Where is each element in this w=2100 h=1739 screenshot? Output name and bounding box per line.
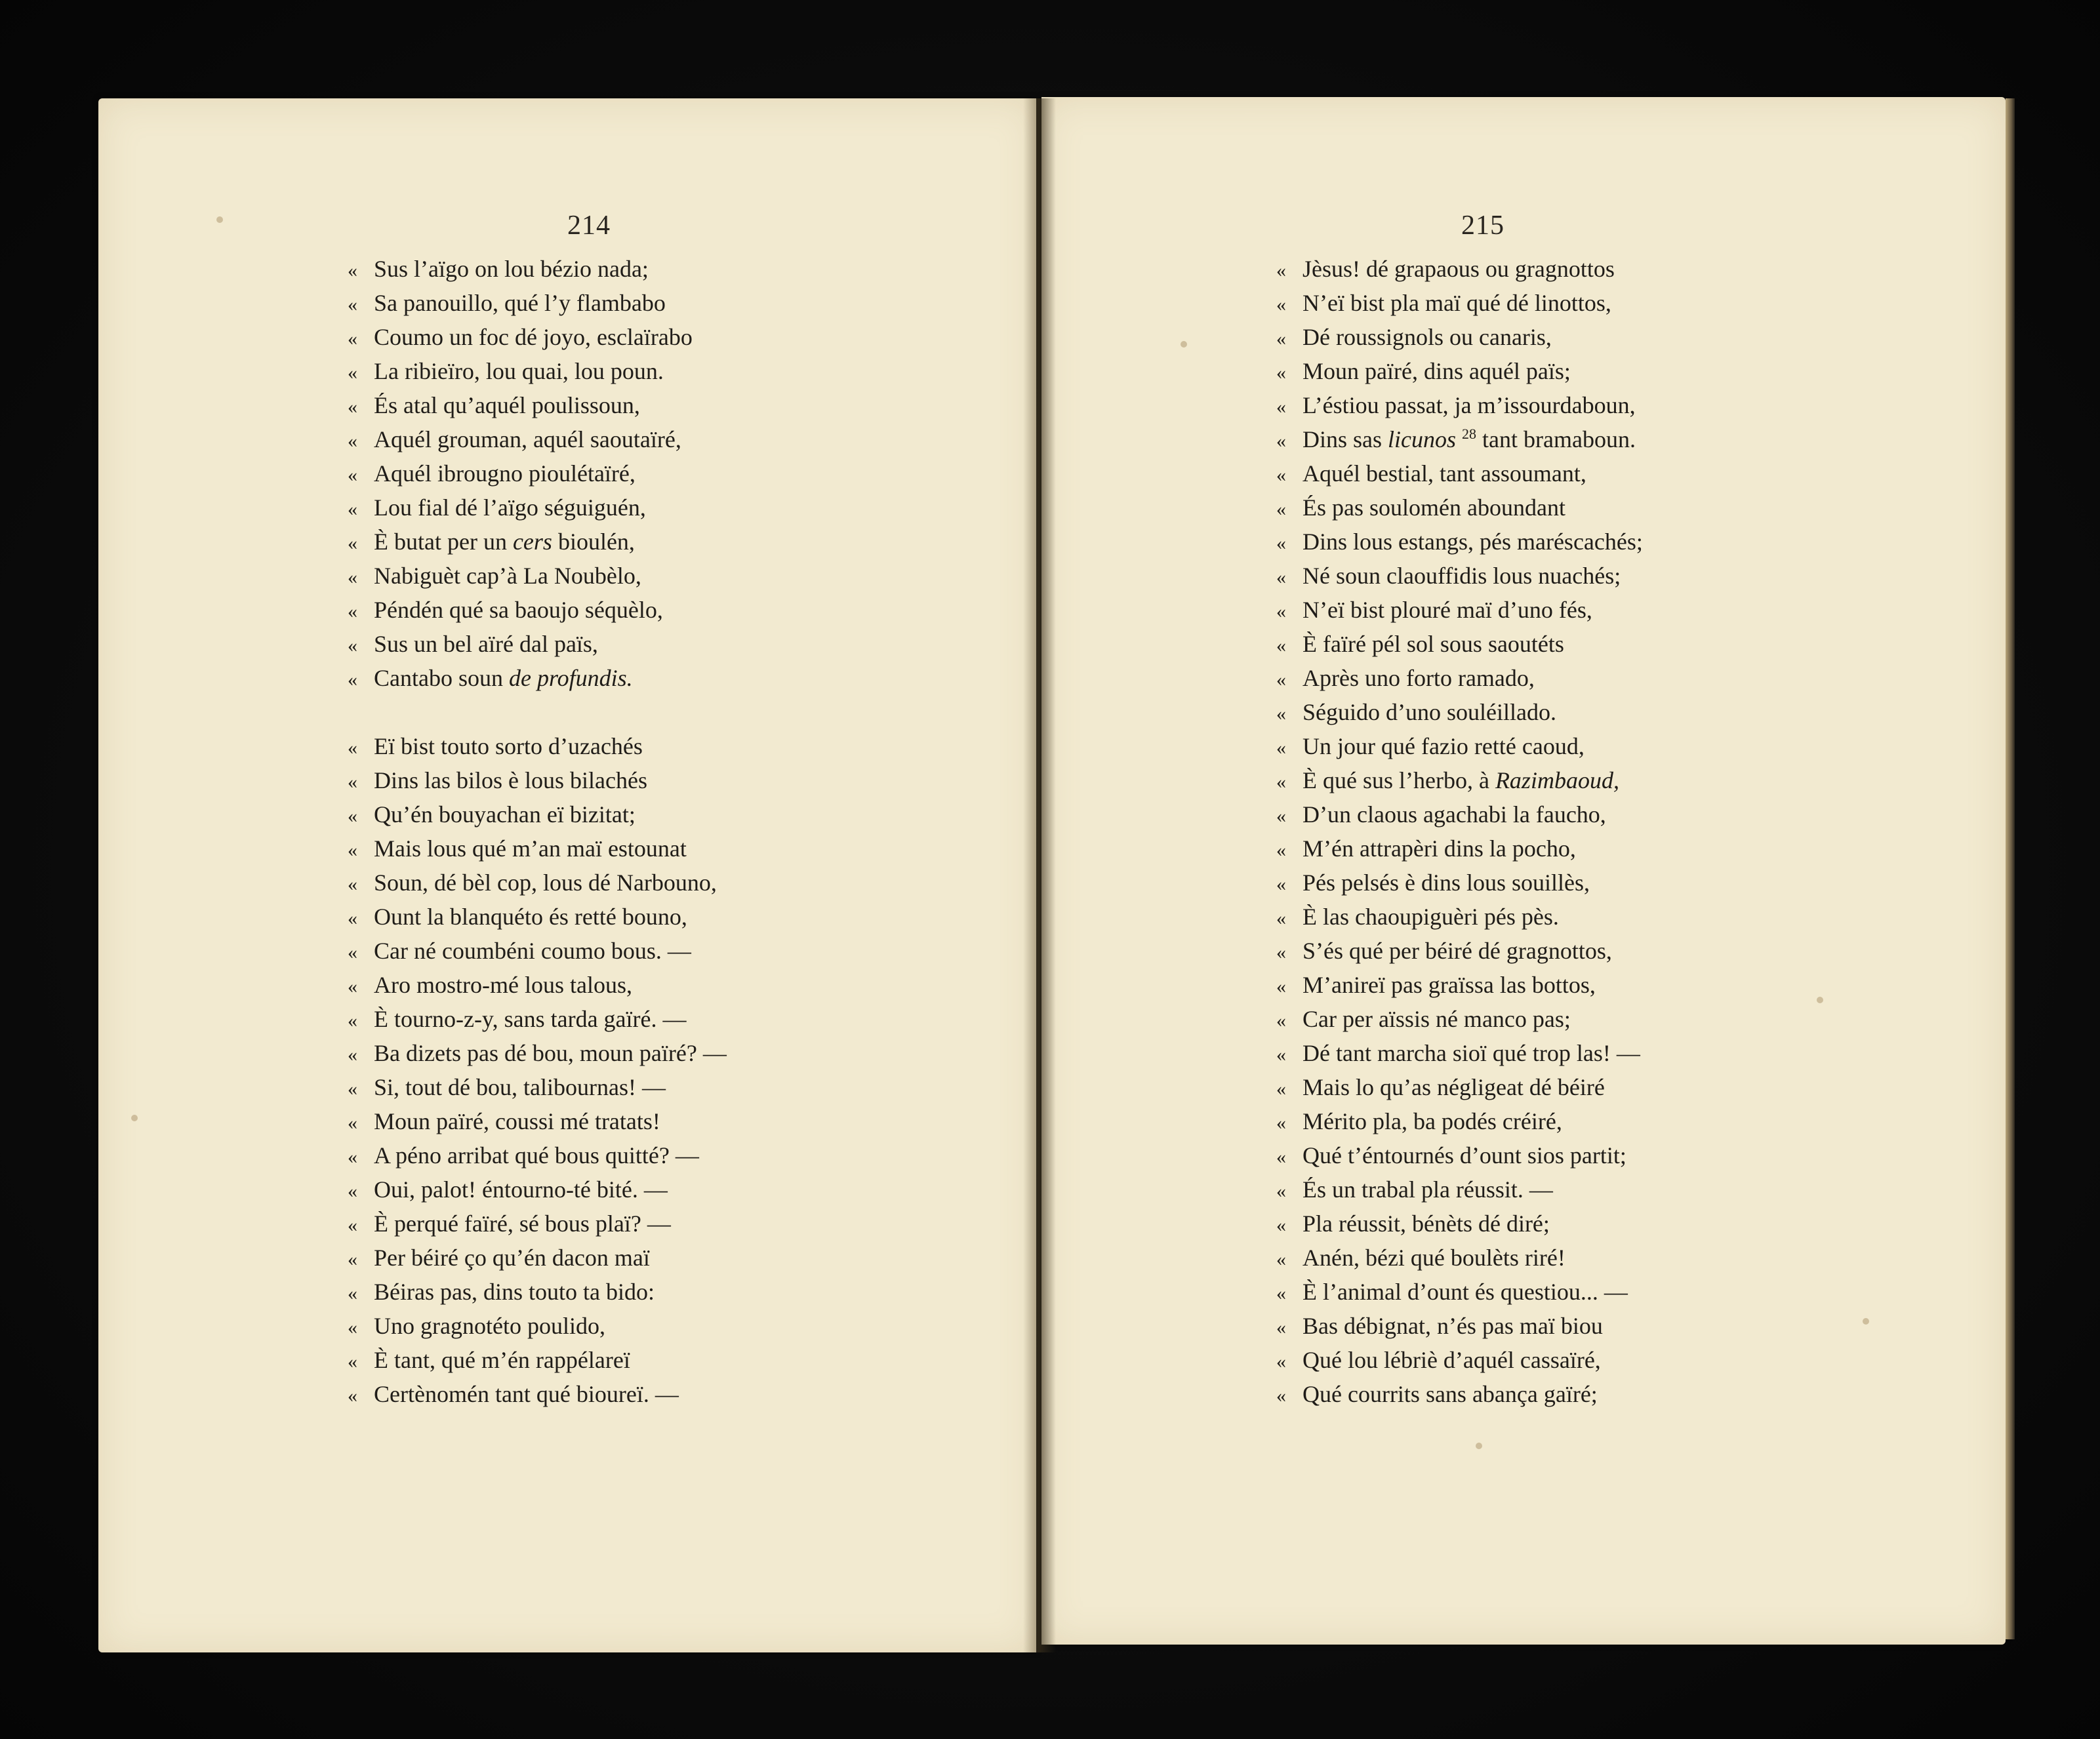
page-edge	[2006, 98, 2015, 1639]
quote-mark: «	[1276, 601, 1286, 622]
verse-line: « Qué t’éntournés d’ount sios partit;	[1276, 1138, 1643, 1172]
foxing-spot	[1863, 1318, 1869, 1325]
quote-mark: «	[1276, 1010, 1286, 1031]
quote-mark: «	[1276, 805, 1286, 827]
verse-line: « L’éstiou passat, ja m’issourdaboun,	[1276, 388, 1643, 422]
quote-mark: «	[348, 1317, 357, 1338]
verse-line: « Car per aïssis né manco pas;	[1276, 1002, 1643, 1036]
quote-mark: «	[1276, 567, 1286, 588]
quote-mark: «	[348, 1146, 357, 1168]
verse-line: « È l’animal d’ount és questiou... —	[1276, 1275, 1643, 1309]
italic-text: de profundis.	[508, 665, 633, 691]
quote-mark: «	[1276, 1078, 1286, 1100]
verse-lines	[1276, 252, 1643, 1411]
verse-line: « È las chaoupiguèri pés pès.	[1276, 900, 1643, 934]
quote-mark: «	[348, 1010, 357, 1031]
verse-line: « Séguido d’uno souléillado.	[1276, 695, 1643, 729]
verse-line: « Pés pelsés è dins lous souillès,	[1276, 866, 1643, 900]
quote-mark: «	[348, 1351, 357, 1372]
quote-mark: «	[348, 1078, 357, 1100]
italic-text: licunos	[1388, 426, 1457, 452]
verse-line: « Si, tout dé bou, talibournas! —	[348, 1070, 727, 1104]
quote-mark: «	[348, 873, 357, 895]
quote-mark: «	[348, 260, 357, 281]
verse-line: « M’anireï pas graïssa las bottos,	[1276, 968, 1643, 1002]
quote-mark: «	[348, 635, 357, 656]
verse-line: « Anén, bézi qué boulèts riré!	[1276, 1241, 1643, 1275]
verse-line: « Mérito pla, ba podés créiré,	[1276, 1104, 1643, 1138]
verse-line: « Après uno forto ramado,	[1276, 661, 1643, 695]
verse-line: « Jèsus! dé grapaous ou gragnottos	[1276, 252, 1643, 286]
verse-line: « N’eï bist pla maï qué dé linottos,	[1276, 286, 1643, 320]
verse-lines	[348, 252, 727, 1411]
verse-line: « S’és qué per béiré dé gragnottos,	[1276, 934, 1643, 968]
verse-line: « Uno gragnotéto poulido,	[348, 1309, 727, 1343]
quote-mark: «	[348, 669, 357, 690]
verse-line: « Lou fial dé l’aïgo séguiguén,	[348, 490, 727, 525]
verse-line: « Per béiré ço qu’én dacon maï	[348, 1241, 727, 1275]
verse-line: « Car né coumbéni coumo bous. —	[348, 934, 727, 968]
verse-line: « Ba dizets pas dé bou, moun païré? —	[348, 1036, 727, 1070]
verse-line: « È qué sus l’herbo, à Razimbaoud,	[1276, 763, 1643, 797]
foxing-spot	[131, 1115, 138, 1121]
quote-mark: «	[1276, 464, 1286, 486]
verse-line: « È faïré pél sol sous saoutéts	[1276, 627, 1643, 661]
quote-mark: «	[1276, 976, 1286, 997]
verse-line: « La ribieïro, lou quai, lou poun.	[348, 354, 727, 388]
verse-line: « Qu’én bouyachan eï bizitat;	[348, 797, 727, 831]
verse-line: « Oui, palot! éntourno-té bité. —	[348, 1172, 727, 1207]
quote-mark: «	[348, 1249, 357, 1270]
quote-mark: «	[348, 1180, 357, 1202]
quote-mark: «	[1276, 839, 1286, 861]
verse-line: « Sus l’aïgo on lou bézio nada;	[348, 252, 727, 286]
verse-line: « Bas débignat, n’és pas maï biou	[1276, 1309, 1643, 1343]
foxing-spot	[216, 216, 223, 223]
quote-mark: «	[1276, 498, 1286, 520]
quote-mark: «	[348, 464, 357, 486]
verse-line: « Aquél ibrougno pioulétaïré,	[348, 456, 727, 490]
verse-line: « Eï bist touto sorto d’uzachés	[348, 729, 727, 763]
foxing-spot	[1817, 997, 1823, 1003]
quote-mark: «	[1276, 669, 1286, 690]
quote-mark: «	[348, 839, 357, 861]
quote-mark: «	[1276, 1112, 1286, 1134]
verse-line: « È butat per un cers bioulén,	[348, 525, 727, 559]
verse-line: « È tant, qué m’én rappélareï	[348, 1343, 727, 1377]
quote-mark: «	[1276, 942, 1286, 963]
quote-mark: «	[348, 1044, 357, 1066]
quote-mark: «	[1276, 1317, 1286, 1338]
quote-mark: «	[348, 601, 357, 622]
verse-line: « Aro mostro-mé lous talous,	[348, 968, 727, 1002]
foxing-spot	[1476, 1443, 1482, 1449]
quote-mark: «	[1276, 362, 1286, 384]
quote-mark: «	[348, 294, 357, 315]
verse-line: « Dins sas licunos $^{28}$ tant bramaboun.	[1276, 422, 1643, 456]
verse-line: « N’eï bist plouré maï d’uno fés,	[1276, 593, 1643, 627]
verse-line: « Nabiguèt cap’à La Noubèlo,	[348, 559, 727, 593]
quote-mark: «	[1276, 1146, 1286, 1168]
verse-line: « Qué courrits sans abança gaïré;	[1276, 1377, 1643, 1411]
verse-line: « Qué lou lébriè d’aquél cassaïré,	[1276, 1343, 1643, 1377]
right-page	[1041, 97, 2006, 1645]
quote-mark: «	[1276, 430, 1286, 452]
verse-line: « Cantabo soun de profundis.	[348, 661, 727, 695]
quote-mark: «	[348, 1283, 357, 1304]
quote-mark: «	[1276, 1214, 1286, 1236]
quote-mark: «	[348, 942, 357, 963]
verse-line: « Aquél grouman, aquél saoutaïré,	[348, 422, 727, 456]
quote-mark: «	[348, 737, 357, 759]
quote-mark: «	[1276, 294, 1286, 315]
verse-line: « Ount la blanquéto és retté bouno,	[348, 900, 727, 934]
quote-mark: «	[348, 396, 357, 418]
verse-line: « D’un claous agachabi la faucho,	[1276, 797, 1643, 831]
verse-line: « Béiras pas, dins touto ta bido:	[348, 1275, 727, 1309]
quote-mark: «	[348, 1112, 357, 1134]
quote-mark: «	[348, 362, 357, 384]
book-gutter	[1023, 98, 1056, 1652]
quote-mark: «	[348, 805, 357, 827]
verse-line: « Aquél bestial, tant assoumant,	[1276, 456, 1643, 490]
quote-mark: «	[1276, 396, 1286, 418]
page-number: 214	[567, 210, 611, 241]
quote-mark: «	[1276, 1351, 1286, 1372]
verse-line: « È perqué faïré, sé bous plaï? —	[348, 1207, 727, 1241]
verse-line: « Mais lous qué m’an maï estounat	[348, 831, 727, 866]
quote-mark: «	[1276, 1283, 1286, 1304]
verse-line: « És un trabal pla réussit. —	[1276, 1172, 1643, 1207]
footnote-ref: 28	[1462, 426, 1477, 442]
quote-mark: «	[1276, 908, 1286, 929]
quote-mark: «	[1276, 873, 1286, 895]
verse-line: « È tourno-z-y, sans tarda gaïré. —	[348, 1002, 727, 1036]
foxing-spot	[1181, 341, 1187, 348]
quote-mark: «	[348, 430, 357, 452]
verse-line: « Certènomén tant qué bioureï. —	[348, 1377, 727, 1411]
quote-mark: «	[348, 498, 357, 520]
verse-line: « Moun païré, coussi mé tratats!	[348, 1104, 727, 1138]
quote-mark: «	[1276, 635, 1286, 656]
verse-line: « És pas soulomén aboundant	[1276, 490, 1643, 525]
italic-text: cers	[512, 529, 552, 555]
quote-mark: «	[348, 1214, 357, 1236]
verse-line: « Sa panouillo, qué l’y flambabo	[348, 286, 727, 320]
verse-line: « Soun, dé bèl cop, lous dé Narbouno,	[348, 866, 727, 900]
verse-line: « Un jour qué fazio retté caoud,	[1276, 729, 1643, 763]
quote-mark: «	[348, 771, 357, 793]
quote-mark: «	[1276, 1044, 1286, 1066]
verse-line: « A péno arribat qué bous quitté? —	[348, 1138, 727, 1172]
verse-line: « Péndén qué sa baoujo séquèlo,	[348, 593, 727, 627]
verse-line: « Dins lous estangs, pés maréscachés;	[1276, 525, 1643, 559]
quote-mark: «	[1276, 1249, 1286, 1270]
quote-mark: «	[348, 328, 357, 350]
verse-line: « Né soun claouffidis lous nuachés;	[1276, 559, 1643, 593]
verse-line: « Dé roussignols ou canaris,	[1276, 320, 1643, 354]
quote-mark: «	[1276, 771, 1286, 793]
quote-mark: «	[1276, 1180, 1286, 1202]
verse-line: « És atal qu’aquél poulissoun,	[348, 388, 727, 422]
quote-mark: «	[348, 567, 357, 588]
quote-mark: «	[348, 532, 357, 554]
quote-mark: «	[1276, 328, 1286, 350]
italic-text: Razimbaoud,	[1495, 767, 1619, 793]
quote-mark: «	[1276, 703, 1286, 725]
verse-line: « Mais lo qu’as négligeat dé béiré	[1276, 1070, 1643, 1104]
quote-mark: «	[1276, 1385, 1286, 1407]
stanza-break	[348, 695, 727, 729]
verse-line: « Dins las bilos è lous bilachés	[348, 763, 727, 797]
quote-mark: «	[348, 976, 357, 997]
verse-line: « Moun païré, dins aquél païs;	[1276, 354, 1643, 388]
quote-mark: «	[348, 908, 357, 929]
verse-line: « Sus un bel aïré dal païs,	[348, 627, 727, 661]
quote-mark: «	[348, 1385, 357, 1407]
left-page	[98, 98, 1036, 1652]
verse-line: « Pla réussit, bénèts dé diré;	[1276, 1207, 1643, 1241]
verse-line: « Coumo un foc dé joyo, esclaïrabo	[348, 320, 727, 354]
verse-line: « Dé tant marcha sioï qué trop las! —	[1276, 1036, 1643, 1070]
page-number: 215	[1461, 210, 1504, 241]
quote-mark: «	[1276, 532, 1286, 554]
quote-mark: «	[1276, 260, 1286, 281]
verse-line: « M’én attrapèri dins la pocho,	[1276, 831, 1643, 866]
quote-mark: «	[1276, 737, 1286, 759]
